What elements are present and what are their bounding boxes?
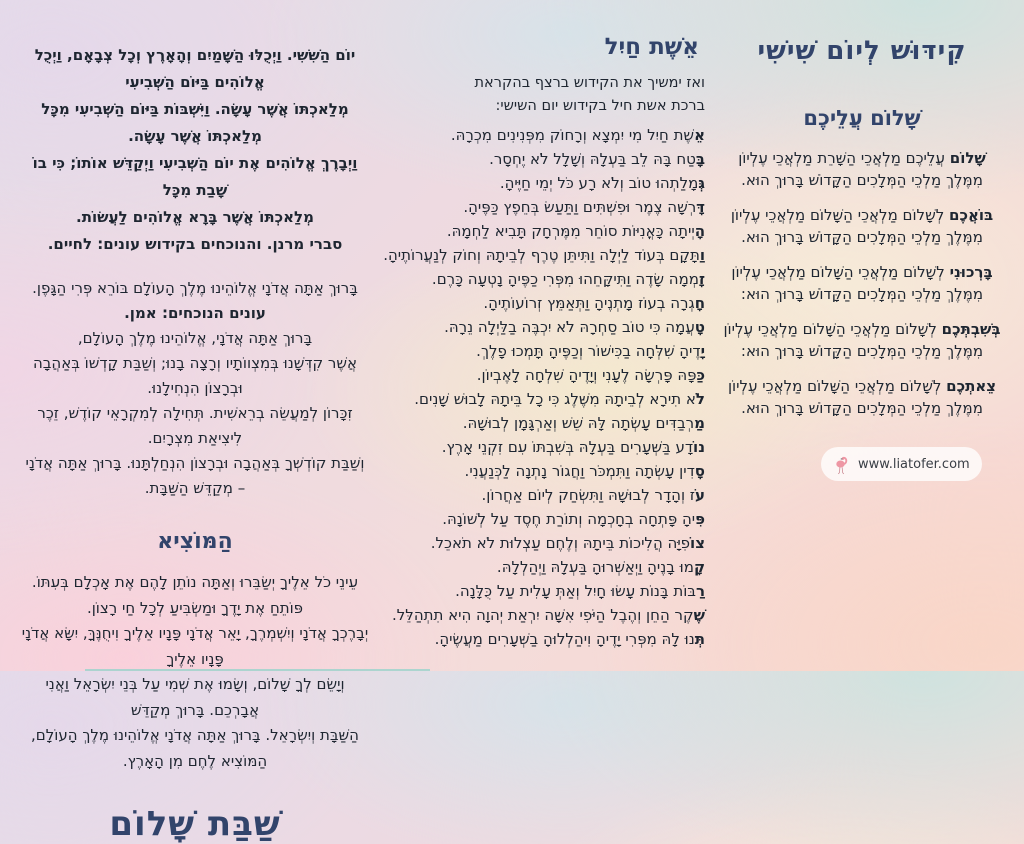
stanza-line1: לְשָׁלוֹם מַלְאֲכֵי הַשָּׁלוֹם מַלְאֲכֵי עֶלְיוֹן (723, 320, 942, 338)
verse-line (380, 579, 705, 603)
verse-acrostic-letter: טָ (694, 318, 705, 336)
verse-line (380, 387, 705, 411)
verse-text: טַח בָּהּ לֵב בַּעְלָהּ וְשָׁלָל לֹא יֶחְסָר. (489, 150, 696, 168)
verse-acrostic-letter: נוֹ (693, 438, 705, 456)
hamotzi-line: יְבָרֶכְךָ אֲדֹנָי וְיִשְׁמְרֶךָ, יָאֵר אֲדֹנָי פָּנָיו אֵלֶיךָ וִיחֻנֶּךָּ, יִשָּׂא אֲדֹנָי פָּנָיו אֵלֶיךָ (21, 624, 369, 668)
hamotzi-line: עֵינֵי כֹל אֵלֶיךָ יְשַׂבֵּרוּ וְאַתָּה נוֹתֵן לָהֶם אֶת אָכְלָם בְּעִתּוֹ. (31, 573, 359, 591)
verse-text: מְמָה שָׂדֶה וַתִּיקָּחֵהוּ מִפְּרִי כַפֶּיהָ נָטְעָה כָּרֶם. (431, 270, 699, 288)
stanza (712, 262, 1012, 305)
eshet-chayil-verses (380, 123, 705, 651)
verse-line (380, 459, 705, 483)
verse-text: א תִירָא לְבֵיתָהּ מִשֶּׁלֶג כִּי כָל בֵּיתָהּ לָבוּשׁ שָׁנִים. (414, 390, 696, 408)
hamotzi-paragraph (20, 570, 370, 774)
stanza-line2: מִמֶּלֶךְ מַלְכֵי הַמְּלָכִים הַקָּדוֹשׁ בָּרוּךְ הוּא. (741, 227, 983, 246)
verse-acrostic-letter: בָּ (695, 150, 705, 168)
page-title: קִידּוּשׁ לְיוֹם שִׁישִׁי (757, 36, 967, 66)
verse-line (380, 483, 705, 507)
kiddush-line: וַיְבָרֶךְ אֱלוֹהִים אֶת יוֹם הַשְּׁבִיעִי וַיְקַדֵּשׁ אוֹתוֹ; כִּי בוֹ שָׁבַת מִכָּל (32, 154, 358, 199)
verse-line (380, 315, 705, 339)
verse-line (380, 123, 705, 147)
verse-text: דִין עָשְׂתָה וַתִּמְכֹּר וַחֲגוֹר נָתְנָה לַכְּנַעֲנִי. (464, 462, 695, 480)
responders-amen-line: עונים הנוכחים: אמן. (124, 304, 266, 322)
verse-text: עֲמָה כִּי טוֹב סַחְרָהּ לֹא יִכְבֶּה בַלַּיְלָה נֵרָהּ. (444, 318, 695, 336)
verse-acrostic-letter: חָ (694, 294, 705, 312)
verse-text: מוּ בָנֶיהָ וַיְאַשְּׁרוּהָ בַּעְלָהּ וַיְהַלְלָהּ. (496, 558, 694, 576)
stanza-line1: לְשָׁלוֹם מַלְאֲכֵי הַשָּׁלוֹם מַלְאֲכֵי עֶלְיוֹן (730, 206, 950, 224)
verse-text: תָּקָם בְּעוֹד לַיְלָה וַתִּיתֵּן טֶרֶף לְבֵיתָהּ וְחוֹק לְנַעֲרוֹתֶיהָ. (383, 246, 700, 264)
verse-text: יְיתָה כָּאֳנִיּוֹת סוֹחֵר מִמֶּרְחָק תָּבִיא לַחְמָהּ. (446, 222, 695, 240)
stanza-line1: עֲלֵיכֶם מַלְאֲכֵי הַשָּׁרֵת מַלְאֲכֵי עֶלְיוֹן (738, 149, 950, 167)
verse-text: פִיָּה הֲלִיכוֹת בֵּיתָהּ וְלֶחֶם עַצְלוּת לֹא תֹאכֵל. (430, 534, 691, 552)
verse-text: שֶׁת חַיִל מִי יִמְצָא וְרָחוֹק מִפְּנִינִים מִכְרָהּ. (450, 126, 695, 144)
verse-line (380, 339, 705, 363)
verse-acrostic-letter: כַּ (696, 366, 705, 384)
stanza-lead-word: בָּרְכוּנִי (949, 263, 993, 281)
eshet-chayil-intro (380, 72, 705, 118)
verse-line (380, 267, 705, 291)
shalom-aleichem-stanzas (712, 148, 1012, 419)
verse-acrostic-letter: תְּ (694, 630, 705, 648)
verse-line (380, 243, 705, 267)
verse-text: ז וְהָדָר לְבוּשָׁהּ וַתִּשְׂחַק לְיוֹם אַחֲרוֹן. (481, 486, 695, 504)
verse-acrostic-letter: לֹ (695, 390, 705, 408)
verse-text: בּוֹת בָּנוֹת עָשׂוּ חָיִל וְאַתְּ עָלִית עַל כֻּלָּנָה. (455, 582, 696, 600)
kiddush-text-section (20, 42, 370, 844)
kiddush-line: מְלַאכְתּוֹ אֲשֶׁר עָשָׂה. וַיִּשְׁבּוֹת בַּיּוֹם הַשְּׁבִיעִי מִכָּל מְלַאכְתּוֹ אֲשֶׁר עָשָׂה. (41, 100, 349, 145)
verse-line (380, 435, 705, 459)
verse-text: דָע בַּשְּׁעָרִים בַּעְלָהּ בְּשִׁבְתּוֹ עִם זִקְנֵי אָרֶץ. (441, 438, 694, 456)
stanza-lead-word: שָׁלוֹם (949, 149, 986, 167)
stanza-lead-word: צֵאתְכֶם (946, 377, 997, 395)
kiddush-line: יוֹם הַשִּׁשִּׁי. וַיְכֻלּוּ הַשָּׁמַיִם וְהָאָרֶץ וְכָל צְבָאָם, וַיְכֻל אֱלוֹהִים בַּיּוֹם הַשְּׁבִיעִי (34, 46, 356, 91)
blessing-line: בָּרוּךְ אַתָּה אֲדֹנָי, אֱלוֹהֵינוּ מֶלֶךְ הָעוֹלָם, (77, 329, 313, 347)
verse-text: גְרָה בְעוֹז מָתְנֶיהָ וַתְּאַמֵּץ זְרוֹעוֹתֶיהָ. (483, 294, 695, 312)
verse-line (380, 411, 705, 435)
flamingo-icon (833, 452, 851, 476)
stanza-line2: מִמֶּלֶךְ מַלְכֵי הַמְּלָכִים הַקָּדוֹשׁ בָּרוּךְ הוּא: (740, 284, 984, 303)
shalom-aleichem-title: שָׁלוֹם עֲלֵיכֶם (803, 106, 921, 130)
verse-acrostic-letter: יָ (700, 342, 705, 360)
vayechulu-paragraph (20, 42, 370, 258)
verse-acrostic-letter: שֶׁ (693, 606, 705, 624)
verse-acrostic-letter: צוֹ (690, 534, 705, 552)
stanza-line2: מִמֶּלֶךְ מַלְכֵי הַמְּלָכִים הַקָּדוֹשׁ בָּרוּךְ הוּא: (740, 341, 984, 360)
blessing-line: אֲשֶׁר קִדְּשָׁנוּ בְּמִצְווֹתָיו וְרָצָה בָנוּ; וְשַׁבַּת קָדְשׁוֹ בְּאַהֲבָה וּבְרָצוֹן הִנְחִילָנוּ. (32, 354, 358, 397)
verse-text: יהָ פָּתְחָה בְחָכְמָה וְתוֹרַת חֶסֶד עַל לְשׁוֹנָהּ. (442, 510, 696, 528)
kiddush-blessing-paragraph (20, 326, 370, 501)
verse-line (380, 531, 705, 555)
hamotzi-line: פּוֹתֵחַ אֶת יָדֶךָ וּמַשְׂבִּיעַ לְכָל חַי רָצוֹן. (86, 598, 304, 617)
verse-line (380, 627, 705, 651)
watermark-badge[interactable] (821, 447, 982, 481)
verse-line (380, 555, 705, 579)
verse-text: פָּהּ פָּרְשָׂה לֶעָנִי וְיָדֶיהָ שִׁלְחָה לָאֶבְיוֹן. (476, 366, 697, 384)
eshet-chayil-section (380, 34, 705, 651)
verse-line (380, 363, 705, 387)
stanza (712, 319, 1012, 362)
verse-acrostic-letter: דָּ (696, 198, 705, 216)
stanza-lead-word: בּוֹאֲכֶם (949, 206, 994, 224)
verse-line (380, 219, 705, 243)
shalom-aleichem-section (712, 36, 1012, 433)
verse-acrostic-letter: קָ (693, 558, 705, 576)
stanza-line2: מִמֶּלֶךְ מַלְכֵי הַמְּלָכִים הַקָּדוֹשׁ בָּרוּךְ הוּא. (741, 398, 983, 417)
kiddush-line: מְלַאכְתּוֹ אֲשֶׁר בָּרָא אֱלוֹהִים לַעֲשׂוֹת. (76, 208, 314, 226)
verse-acrostic-letter: סָ (694, 462, 705, 480)
blessing-line: זִכָּרוֹן לְמַעֲשֵׂה בְרֵאשִׁית. תְּחִילָה לְמִקְרָאֵי קוֹדֶשׁ, זֵכֶר לִיצִיאַת מִצְרָיִם. (37, 404, 353, 447)
verse-acrostic-letter: הָ (694, 222, 705, 240)
borei-pri-hagafen-line: בָּרוּךְ אַתָּה אֲדֹנָי אֱלוֹהֵינוּ מֶלֶךְ הָעוֹלָם בּוֹרֵא פְּרִי הַגָּפֶן. (32, 279, 358, 297)
blessing-line: וְשַׁבַּת קוֹדְשְׁךָ בְּאַהֲבָה וּבְרָצוֹן הִנְחַלְתָּנוּ. בָּרוּךְ אַתָּה אֲדֹנָי – מְקַדֵּשׁ הַשַּׁבָּת. (25, 454, 365, 497)
verse-line (380, 291, 705, 315)
verse-text: דֶיהָ שִׁלְּחָה בַכִּישׁוֹר וְכַפֶּיהָ תָּמְכוּ פָלֶךְ. (476, 342, 701, 360)
verse-acrostic-letter: רַ (695, 582, 705, 600)
stanza-line1: לְשָׁלוֹם מַלְאֲכֵי הַשָּׁלוֹם מַלְאֲכֵי עֶלְיוֹן (731, 263, 950, 281)
verse-line (380, 603, 705, 627)
verse-text: נוּ לָהּ מִפְּרִי יָדֶיהָ וִיהַלְלוּהָ בַשְּׁעָרִים מַעֲשֶׂיהָ. (434, 630, 695, 648)
verse-acrostic-letter: פִּ (695, 510, 705, 528)
hamotzi-line: הַשַּׁבָּת וְיִשְׂרָאֵל. בָּרוּךְ אַתָּה אֲדֹנָי אֱלוֹהֵינוּ מֶלֶךְ הָעוֹלָם, הַמּוֹצִיא לֶחֶם מִן הָאָרֶץ. (31, 726, 359, 770)
verse-acrostic-letter: מַ (694, 414, 705, 432)
verse-line (380, 171, 705, 195)
verse-text: מָלַתְהוּ טוֹב וְלֹא רָע כֹּל יְמֵי חַיֶּיהָ. (499, 174, 699, 192)
verse-acrostic-letter: גְּ (698, 174, 705, 192)
stanza (712, 148, 1012, 191)
verse-line (380, 507, 705, 531)
kiddush-line: סברי מרנן. והנוכחים בקידוש עונים: לחיים. (47, 235, 343, 253)
verse-text: רְבַדִּים עָשְׂתָה לָּהּ שֵׁשׁ וְאַרְגָּמָן לְבוּשָׁהּ. (462, 414, 695, 432)
stanza (712, 205, 1012, 248)
verse-acrostic-letter: זָ (698, 270, 705, 288)
verse-acrostic-letter: וַ (699, 246, 705, 264)
shabbat-shalom-title: שַׁבַּת שָׁלוֹם (109, 804, 281, 844)
verse-text: רְשָׁה צֶמֶר וּפִשְׁתִּים וַתַּעַשׂ בְּחֵפֶץ כַּפֶּיהָ. (463, 198, 697, 216)
verse-text: קֶר הַחֵן וְהֶבֶל הַיֹּפִי אִשָּׁה יִרְאַת יְהוָה הִיא תִתְהַלֵּל. (392, 606, 694, 624)
stanza-line2: מִמֶּלֶךְ מַלְכֵי הַמְּלָכִים הַקָּדוֹשׁ בָּרוּךְ הוּא. (741, 170, 983, 189)
verse-acrostic-letter: אֵ (694, 126, 705, 144)
verse-line (380, 195, 705, 219)
verse-line (380, 147, 705, 171)
watermark-url[interactable]: www.liatofer.com (858, 456, 970, 472)
stanza-lead-word: בְּשִׁבְתְּכֶם (941, 320, 1001, 338)
hamotzi-line: וְיָשֵׂם לְךָ שָׁלוֹם, וְשָׂמוּ אֶת שְׁמִי עַל בְּנֵי יִשְׂרָאֵל וַאֲנִי אֲבָרְכֵם. בָּרוּךְ מְקַדֵּשׁ (45, 675, 345, 719)
verse-acrostic-letter: עֹ (695, 486, 705, 504)
hamotzi-title: הַמּוֹצִיא (157, 529, 233, 554)
stanza-line1: לְשָׁלוֹם מַלְאֲכֵי הַשָּׁלוֹם מַלְאֲכֵי עֶלְיוֹן (727, 377, 947, 395)
stanza (712, 376, 1012, 419)
intro-line: ואז ימשיך את הקידוש ברצף בהקראת (474, 75, 705, 91)
eshet-chayil-title: אֵשֶׁת חַיִל (604, 34, 699, 60)
intro-line: ברכת אשת חיל בקידוש יום השישי: (495, 98, 705, 114)
